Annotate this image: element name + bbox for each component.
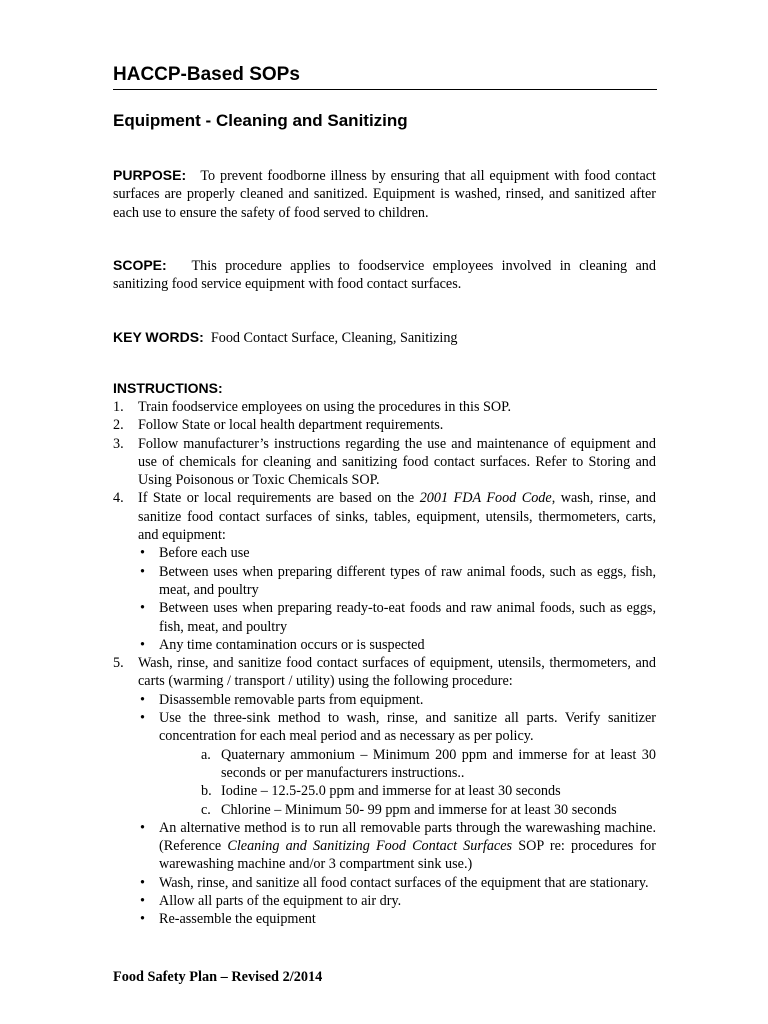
bullet-icon: • — [140, 563, 145, 580]
sop-reference: Cleaning and Sanitizing Food Contact Surfaces — [227, 838, 513, 855]
step-text: Follow manufacturer’s instructions regarding the use and maintenance of equipment and use of chemicals for cleaning and sanitizing food contact surfaces. Refer to Storing and Using Poisonous or Toxic Chemicals SOP. — [138, 435, 656, 489]
step-4-bullets — [138, 544, 656, 654]
sanitizer-option: a. Quaternary ammonium – Minimum 200 ppm and immerse for at least 30 seconds or per manufacturers instructions.. — [201, 746, 656, 781]
bullet-icon: • — [140, 911, 145, 928]
list-item: • Between uses when preparing ready-to-eat foods and raw animal foods, such as eggs, fish, meat, and poultry — [140, 600, 656, 635]
step-number: 4. — [113, 490, 124, 507]
keywords-label: KEY WORDS: — [113, 329, 204, 345]
scope-label: SCOPE: — [113, 257, 167, 273]
step-number: 1. — [113, 399, 124, 415]
list-item: • Use the three-sink method to wash, rinse, and sanitize all parts. Verify sanitizer concentration for each meal period and as necessary as per policy. a. Quaternary ammonium – Minimum 200 ppm and immerse for at least 30 seconds or per manufacturers instructions.. b. Iodine – 12.5-25.0 ppm and immerse for at least 30 seconds c. Chlorine – Minimum 50- 99 ppm and immerse for at least 30 seconds — [140, 710, 656, 818]
sanitizer-option: c. Chlorine – Minimum 50- 99 ppm and immerse for at least 30 seconds — [201, 801, 617, 818]
step-text: Follow State or local health department requirements. — [138, 417, 444, 434]
bullet-icon: • — [140, 819, 145, 836]
list-item: • Any time contamination occurs or is suspected — [140, 636, 425, 653]
step-number: 2. — [113, 417, 124, 434]
title-divider — [113, 89, 657, 90]
sanitizer-options-list — [159, 746, 656, 819]
step-text-cont: , wash, rinse, and sanitize food contact surfaces of sinks, tables, equipment, utensils, thermometers, carts, and equipment: — [138, 490, 656, 544]
scope-text: This procedure applies to foodservice employees involved in cleaning and sanitizing food service equipment with food contact surfaces. — [113, 258, 656, 293]
list-item: • Allow all parts of the equipment to air dry. — [140, 893, 402, 910]
step-number: 5. — [113, 655, 124, 672]
purpose-paragraph — [113, 166, 656, 222]
bullet-icon: • — [140, 691, 145, 708]
step-text: Train foodservice employees on using the procedures in this SOP. — [138, 399, 512, 415]
keywords-text: Food Contact Surface, Cleaning, Sanitizing — [210, 330, 458, 346]
sanitizer-option: b. Iodine – 12.5-25.0 ppm and immerse for at least 30 seconds — [201, 783, 561, 800]
list-item: • Wash, rinse, and sanitize all food contact surfaces of the equipment that are stationary. — [140, 874, 649, 891]
step-number: 3. — [113, 435, 124, 452]
list-item: • Before each use — [140, 545, 250, 562]
document-title: HACCP-Based SOPs — [113, 64, 300, 85]
purpose-label: PURPOSE: — [113, 167, 187, 183]
fda-food-code-reference: 2001 FDA Food Code — [419, 490, 552, 507]
bullet-icon: • — [140, 636, 145, 653]
step-text: Wash, rinse, and sanitize food contact surfaces of equipment, utensils, thermometers, and carts (warming / transport / utility) using the following procedure: — [138, 655, 656, 690]
instruction-step-1 — [113, 398, 656, 416]
instruction-step-2 — [113, 416, 656, 434]
option-letter: c. — [201, 801, 211, 818]
instructions-heading: INSTRUCTIONS: — [113, 380, 223, 396]
instructions-list — [113, 398, 656, 929]
instruction-step-3 — [113, 435, 656, 490]
bullet-icon: • — [140, 874, 145, 891]
option-letter: b. — [201, 783, 212, 800]
keywords-paragraph — [113, 328, 656, 347]
instruction-step-5 — [113, 654, 656, 928]
list-item: • An alternative method is to run all removable parts through the warewashing machine. (Reference Cleaning and Sanitizing Food Contact Surfaces SOP re: procedures for warewashing machine and/or 3 compartment sink use.) — [140, 819, 656, 873]
bullet-icon: • — [140, 893, 145, 910]
list-item: • Re-assemble the equipment — [140, 911, 316, 928]
option-letter: a. — [201, 746, 211, 763]
scope-paragraph — [113, 256, 656, 294]
purpose-text: To prevent foodborne illness by ensuring that all equipment with food contact surfaces are properly cleaned and sanitized. Equipment is washed, rinsed, and sanitized after each use to ensure the safety of food served to children. — [113, 168, 656, 221]
instruction-step-4 — [113, 489, 656, 654]
list-item: • Between uses when preparing different types of raw animal foods, such as eggs, fish, meat, and poultry — [140, 563, 656, 598]
page-footer: Food Safety Plan – Revised 2/2014 — [113, 969, 323, 985]
bullet-icon: • — [140, 545, 145, 562]
step-5-bullets — [138, 691, 656, 929]
list-item: • Disassemble removable parts from equipment. — [140, 691, 424, 708]
bullet-icon: • — [140, 600, 145, 617]
bullet-icon: • — [140, 710, 145, 727]
section-title: Equipment - Cleaning and Sanitizing — [113, 111, 408, 130]
step-text: If State or local requirements are based on the — [138, 490, 420, 507]
